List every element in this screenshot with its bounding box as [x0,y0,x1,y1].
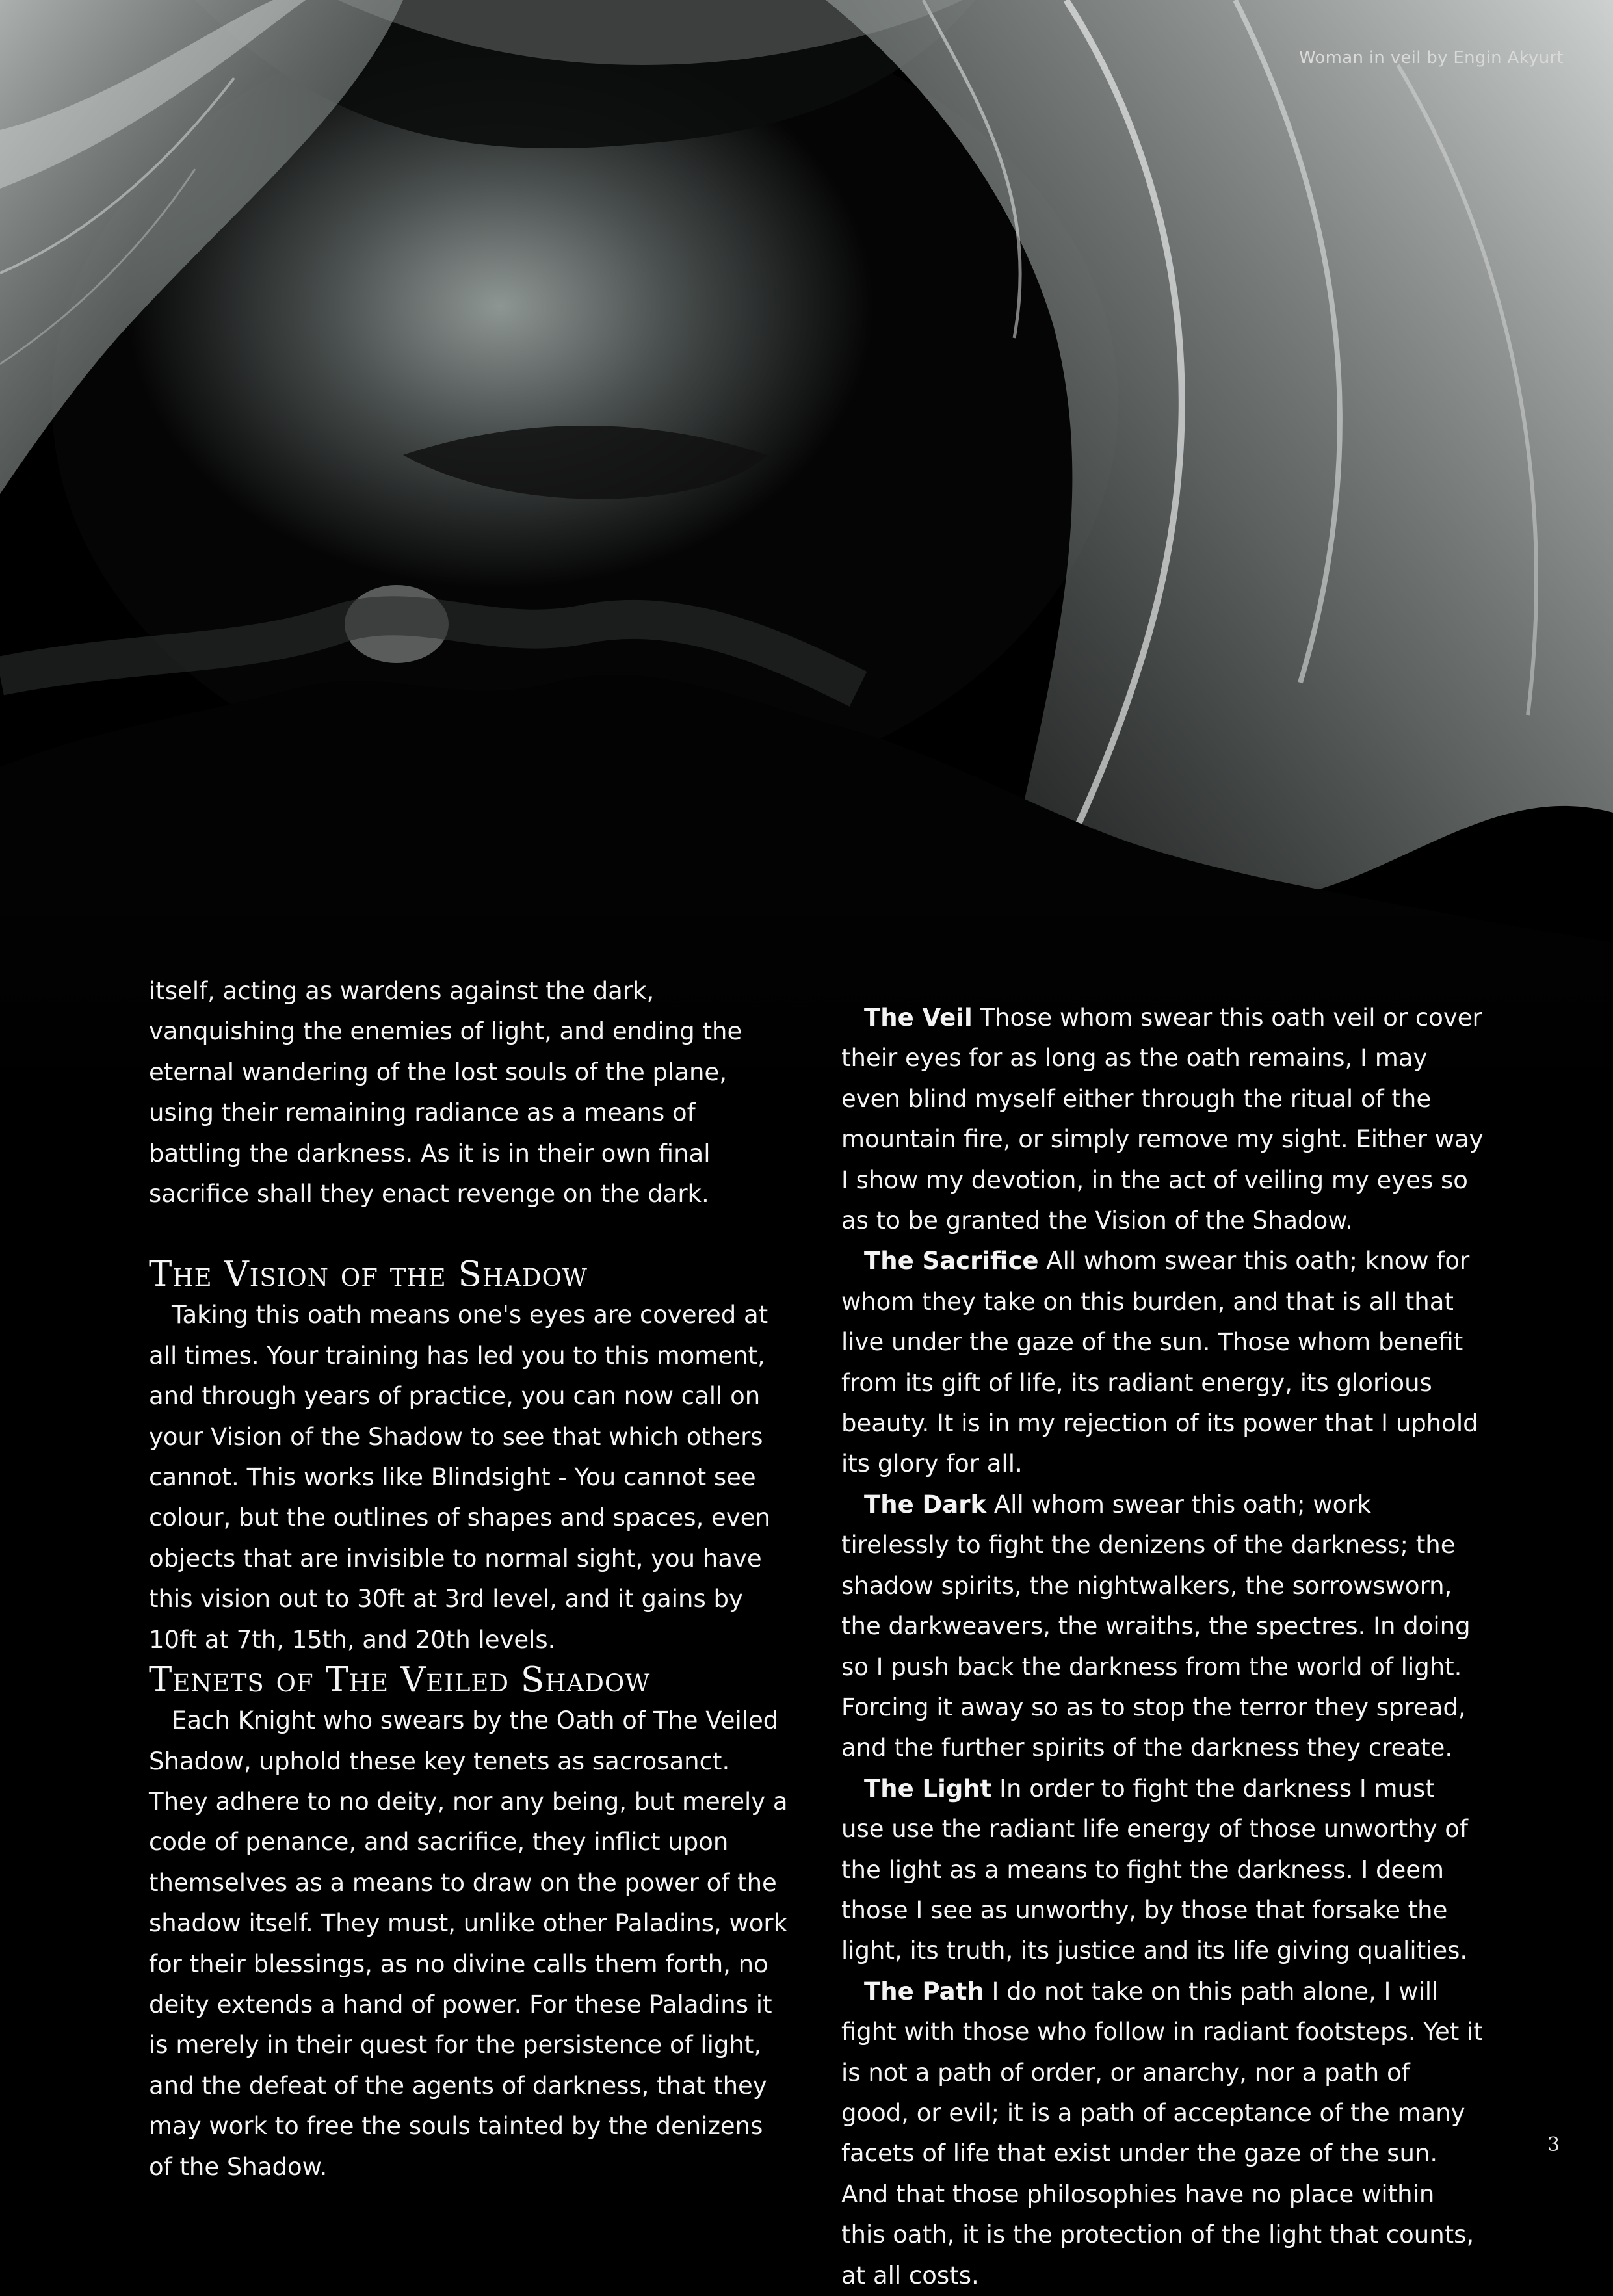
page-number: 3 [1547,2133,1560,2156]
veiled-woman-illustration [0,0,1613,1105]
intro-paragraph: itself, acting as wardens against the dark, vanquishing the enemies of light, and ending the eternal wandering of the lost souls of the plane, using their remaining radiance as a means of battling the darkness. As it is in their own final sacrifice shall they enact revenge on the dark. [149,977,742,1208]
tenet-sacrifice [841,1241,1485,1484]
tenet-light [841,1769,1485,1972]
tenets-paragraph: Each Knight who swears by the Oath of The Veiled Shadow, uphold these key tenets as sacrosanct. They adhere to no deity, nor any being, but merely a code of penance, and sacrifice, they inflict upon themselves as a means to draw on the power of the shadow itself. They must, unlike other Paladins, work for their blessings, as no divine calls them forth, no deity extends a hand of power. For these Paladins it is merely in their quest for the persistence of light, and the defeat of the agents of darkness, that they may work to free the souls tainted by the denizens of the Shadow. [149,1706,788,2181]
tenet-dark [841,1485,1485,1769]
tenet-text: All whom swear this oath; work tirelessly to fight the denizens of the darkness; the shadow spirits, the nightwalkers, the sorrowsworn, the darkweavers, the wraiths, the spectres. In doing so I push back the darkness from the world of light. Forcing it away so as to stop the terror they spread, and the further spirits of the darkness they create. [841,1490,1471,1762]
photo-credit: Woman in veil by Engin Akyurt [1298,48,1564,68]
tenet-term: The Veil [864,1004,973,1032]
tenet-veil [841,998,1485,1241]
tenet-term: The Light [864,1774,992,1803]
vision-paragraph: Taking this oath means one's eyes are covered at all times. Your training has led you to this moment, and through years of practice, you can now call on your Vision of the Shadow to see that which others cannot. This works like Blindsight - You cannot see colour, but the outlines of shapes and spaces, even objects that are invisible to normal sight, you have this vision out to 30ft at 3rd level, and it gains by 10ft at 7th, 15th, and 20th levels. [149,1301,770,1654]
tenet-term: The Path [864,1977,984,2005]
right-column [841,998,1485,2296]
tenets-heading: Tenets of The Veiled Shadow [149,1660,651,1701]
section-spacer [149,1214,789,1255]
tenet-path [841,1972,1485,2296]
tenet-term: The Dark [864,1490,987,1519]
vision-heading: The Vision of the Shadow [149,1255,588,1295]
tenet-term: The Sacrifice [864,1247,1039,1275]
tenet-text: I do not take on this path alone, I will fight with those who follow in radiant footsteps. Yet it is not a path of order, or anarchy, nor a path of good, or evil; it is a path of acceptance of the many facets of life that exist under the gaze of the sun. And that those philosophies have no place within this oath, it is the protection of the light that counts, at all costs. [841,1977,1483,2289]
left-column [149,971,789,2187]
tenet-text: All whom swear this oath; know for whom they take on this burden, and that is all that live under the gaze of the sun. Those whom benefit from its gift of life, its radiant energy, its glorious beauty. It is in my rejection of its power that I uphold its glory for all. [841,1247,1478,1478]
tenet-text: Those whom swear this oath veil or cover their eyes for as long as the oath remains, I may even blind myself either through the ritual of the mountain fire, or simply remove my sight. Either way I show my devotion, in the act of veiling my eyes so as to be granted the Vision of the Shadow. [841,1004,1484,1235]
header-photo [0,0,1613,1105]
tenet-text: In order to fight the darkness I must use use the radiant life energy of those unworthy of the light as a means to fight the darkness. I deem those I see as unworthy, by those that forsake the light, its truth, its justice and its life giving qualities. [841,1774,1468,1965]
